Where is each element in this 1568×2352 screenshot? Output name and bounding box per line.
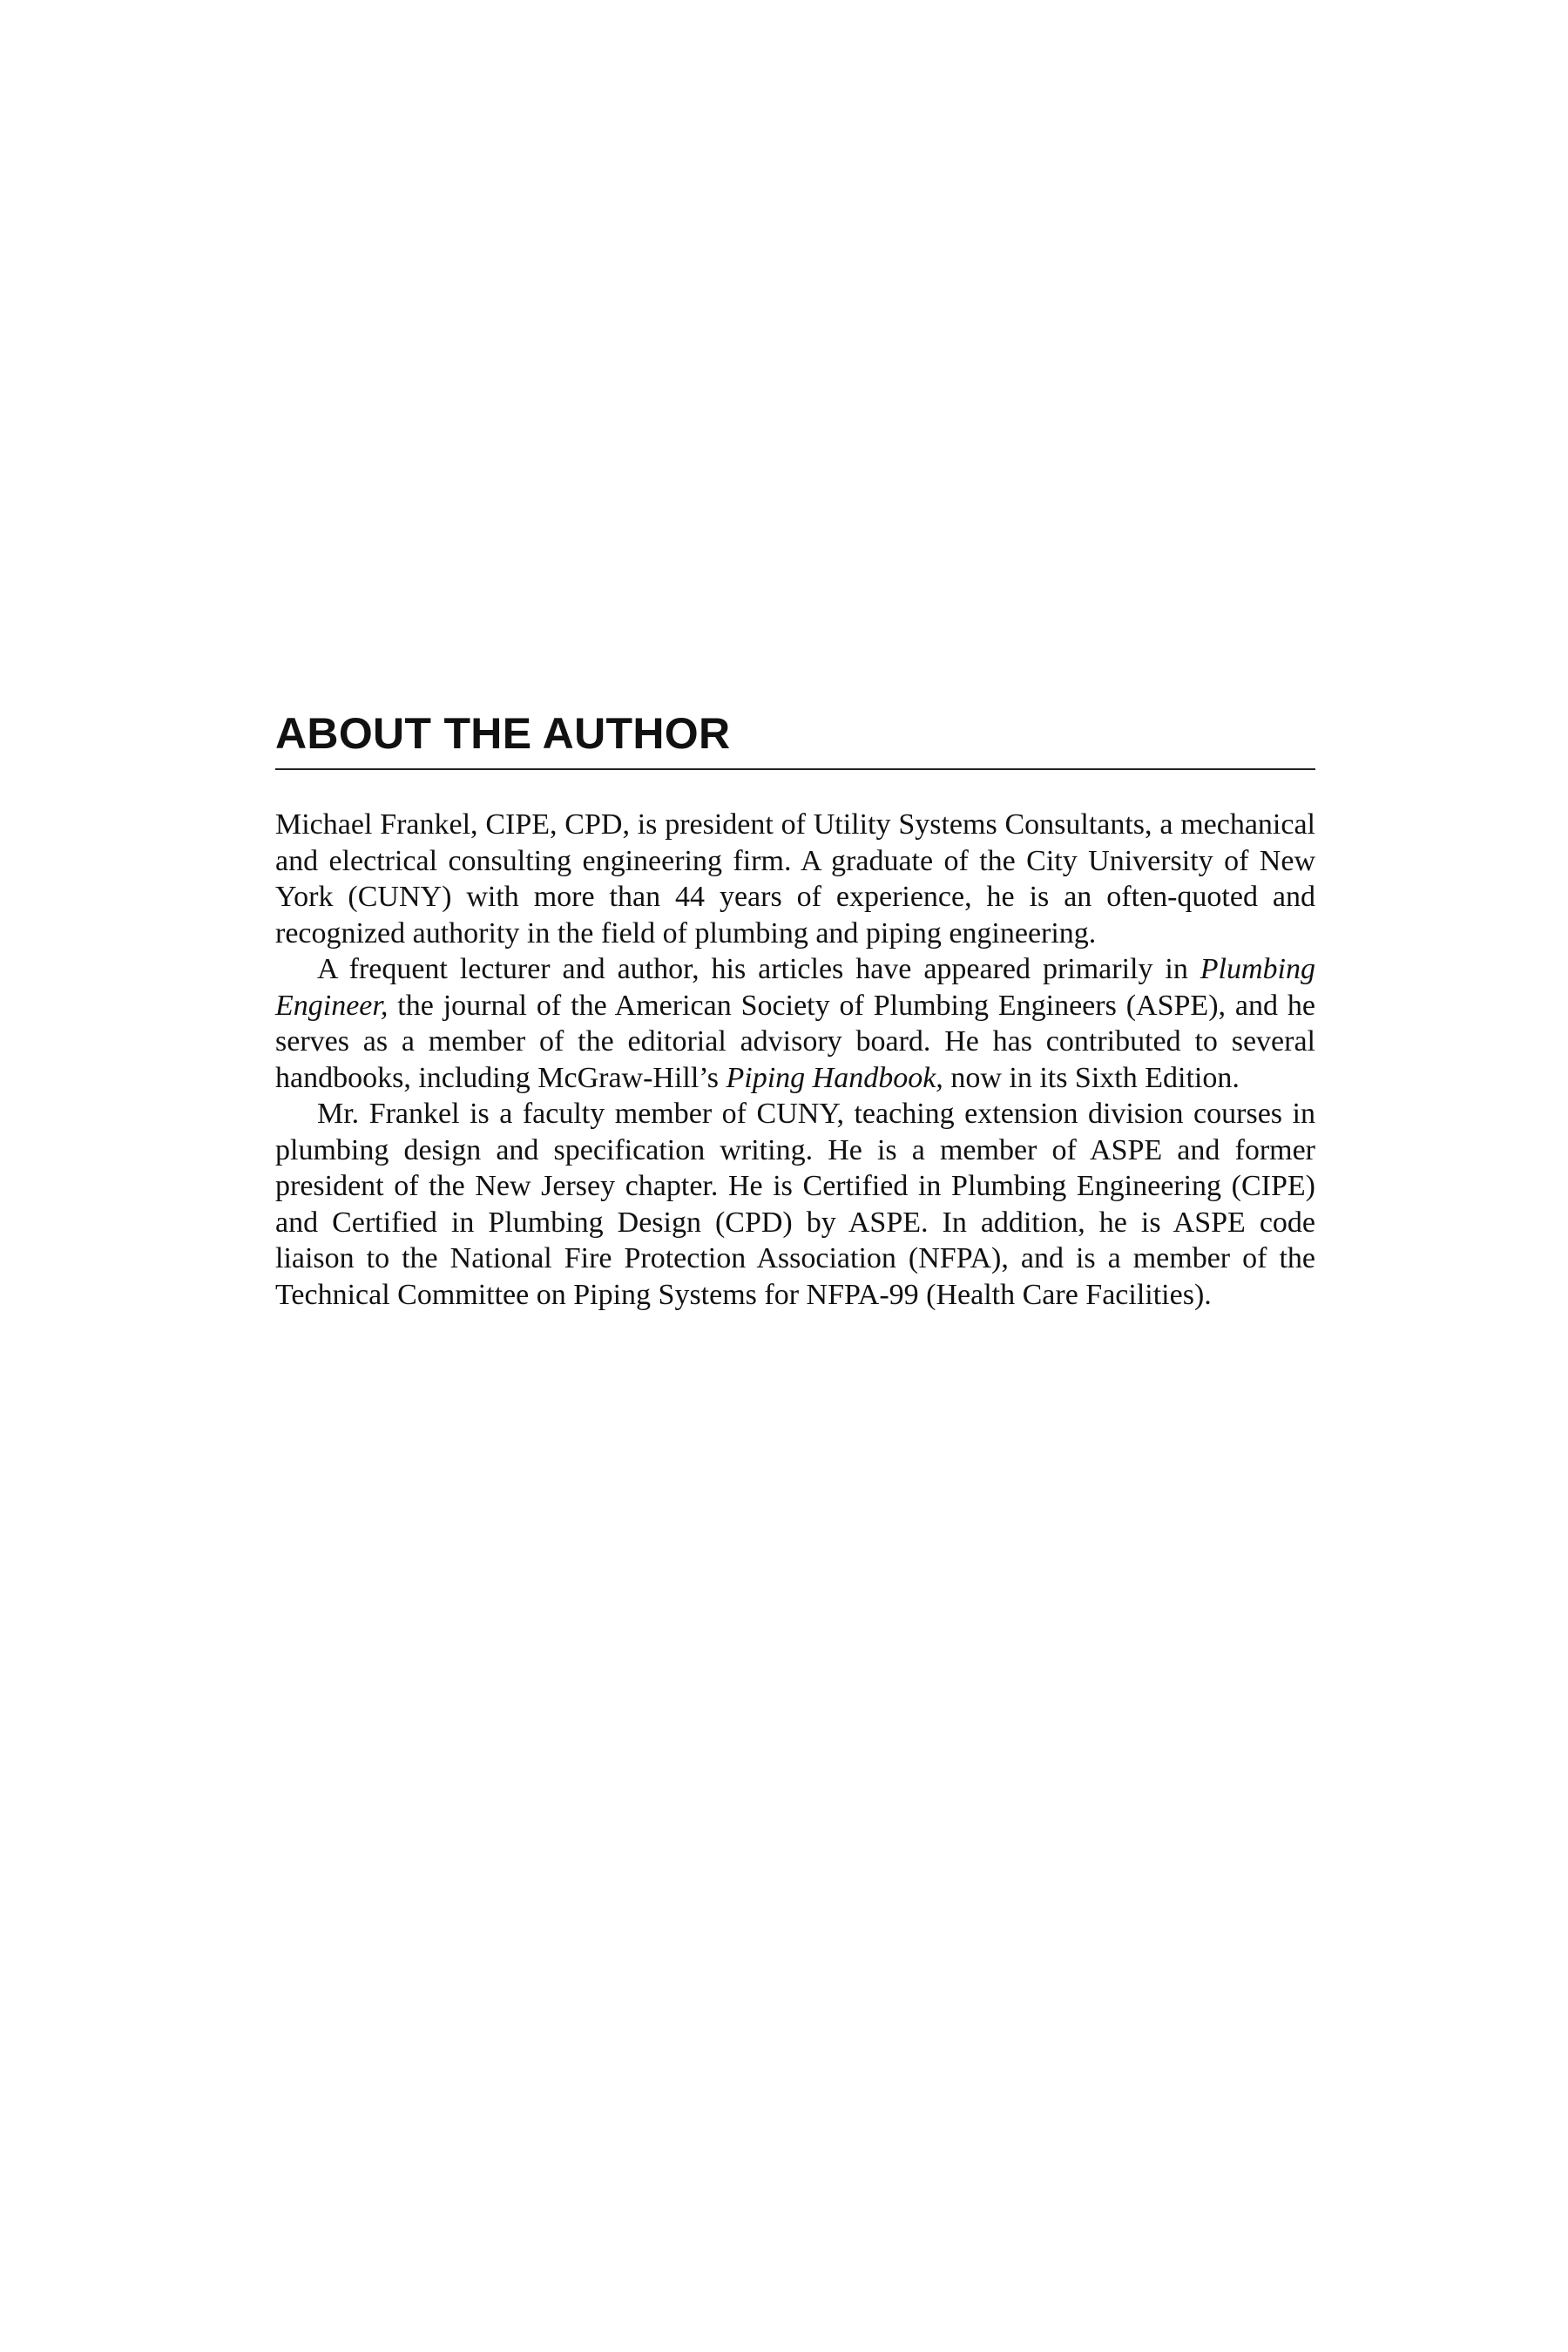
- section-title: ABOUT THE AUTHOR: [275, 707, 1315, 770]
- author-bio: [275, 807, 1315, 1313]
- bio-paragraph-2-text-c: now in its Sixth Edition.: [943, 1061, 1240, 1094]
- bio-paragraph-2: [275, 951, 1315, 1096]
- about-author-section: [275, 707, 1315, 1313]
- bio-paragraph-2-text-a: A frequent lecturer and author, his articles have appeared primarily in: [317, 953, 1200, 985]
- bio-paragraph-1: Michael Frankel, CIPE, CPD, is president of Utility Systems Consultants, a mechanical and electrical consulting engineering firm. A graduate of the City University of New York (CUNY) with more than 44 years of experience, he is an often-quoted and recognized authority in the field of plumbing and piping engineering.: [275, 808, 1315, 950]
- bio-paragraph-3: Mr. Frankel is a faculty member of CUNY, teaching extension division courses in plumbing design and specification writing. He is a member of ASPE and former president of the New Jersey chapter. He is Certified in Plumbing Engineering (CIPE) and Certified in Plumbing Design (CPD) by ASPE. In addition, he is ASPE code liaison to the National Fire Protection Association (NFPA), and is a member of the Technical Committee on Piping Systems for NFPA-99 (Health Care Facilities).: [275, 1098, 1315, 1311]
- plumbing-engineer-title: Plumbing Engineer,: [275, 953, 1315, 1022]
- piping-handbook-title: Piping Handbook,: [726, 1061, 943, 1094]
- bio-paragraph-2-text-b: the journal of the American Society of Plumbing Engineers (ASPE), and he serves as a member of the editorial advisory board. He has contributed to several handbooks, including McGraw-Hill’s: [275, 989, 1315, 1094]
